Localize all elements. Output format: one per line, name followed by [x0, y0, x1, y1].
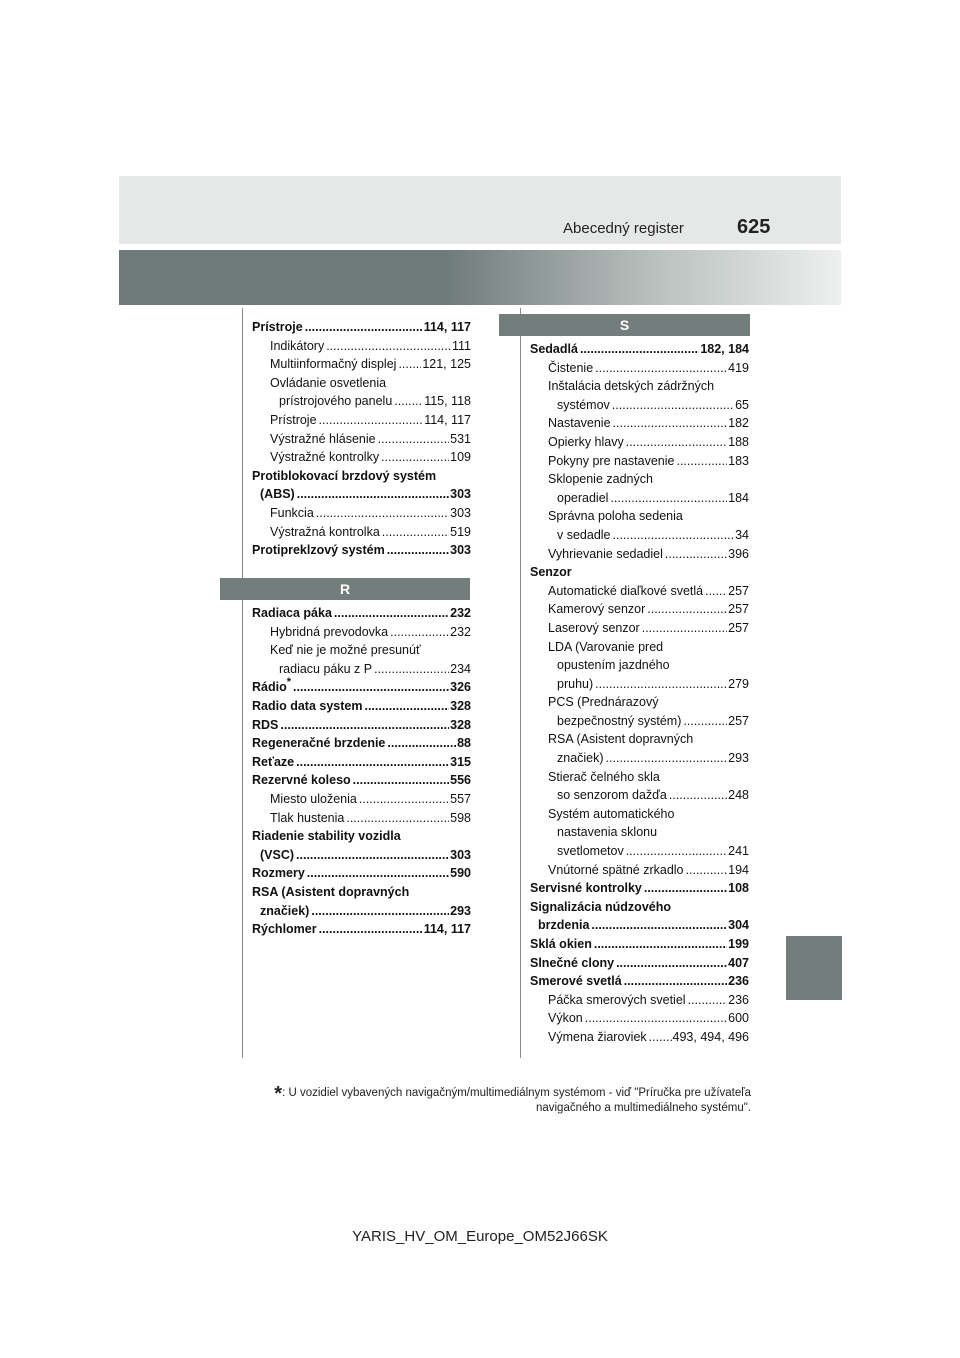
footnote-asterisk: *: [286, 676, 292, 689]
index-subentry-line: Inštalácia detských zádržných: [548, 379, 715, 394]
index-entry: Rádio* ..... 326: [252, 678, 471, 697]
index-subentry: Nastavenie ..... 182: [530, 414, 749, 433]
header-title: Abecedný register: [563, 220, 684, 237]
index-subentry: Páčka smerových svetiel ..... 236: [530, 991, 749, 1010]
document-code: YARIS_HV_OM_Europe_OM52J66SK: [352, 1228, 608, 1245]
index-subentry-line: Ovládanie osvetlenia: [270, 375, 387, 390]
section-header-r: R: [220, 578, 470, 600]
column-divider-right: [520, 308, 521, 1058]
index-subentry-line: Stierač čelného skla: [548, 769, 660, 784]
index-entry-line: Riadenie stability vozidla: [252, 829, 401, 844]
index-entry: Reťaze ..... 315: [252, 753, 471, 772]
index-subentry: Vyhrievanie sedadiel ..... 396: [530, 545, 749, 564]
index-entry: Servisné kontrolky ..... 108: [530, 879, 749, 898]
column-divider-left: [242, 308, 243, 1058]
index-subentry: radiacu páku z P ..... 234: [252, 660, 471, 679]
index-entry: Protipreklzový systém ..... 303: [252, 541, 471, 560]
index-entry-line: RSA (Asistent dopravných: [252, 884, 410, 899]
index-subentry: Multiinformačný displej ..... 121, 125: [252, 355, 471, 374]
index-subentry-line: nastavenia sklonu: [557, 825, 658, 840]
index-column-1: [252, 318, 471, 560]
index-subentry: Hybridná prevodovka ..... 232: [252, 623, 471, 642]
index-entry-line: Signalizácia núdzového: [530, 899, 671, 914]
footnote: [200, 1083, 751, 1115]
index-entry: Sklá okien ..... 199: [530, 935, 749, 954]
footnote-asterisk: *: [274, 1083, 283, 1105]
index-subentry: pruhu) ..... 279: [530, 675, 749, 694]
index-thumb-tab: [786, 936, 842, 1000]
index-entry: Rýchlomer ..... 114, 117: [252, 920, 471, 939]
index-subentry: Výmena žiaroviek ..... 493, 494, 496: [530, 1028, 749, 1047]
index-entry-line: Protiblokovací brzdový systém: [252, 468, 437, 483]
header-gradient-band: [119, 250, 841, 305]
index-subentry: Pokyny pre nastavenie ..... 183: [530, 452, 749, 471]
index-subentry-line: LDA (Varovanie pred: [548, 639, 664, 654]
index-subentry: bezpečnostný systém) ..... 257: [530, 712, 749, 731]
index-subentry-line: Keď nie je možné presunúť: [270, 643, 421, 658]
index-column-1-r: [252, 604, 471, 939]
index-subentry: svetlometov ..... 241: [530, 842, 749, 861]
index-subentry: Indikátory ..... 111: [252, 337, 471, 356]
section-header-s: S: [499, 314, 750, 336]
index-entry: značiek) ..... 293: [252, 902, 471, 921]
index-subentry: Kamerový senzor ..... 257: [530, 600, 749, 619]
index-subentry: v sedadle ..... 34: [530, 526, 749, 545]
index-entry: RDS ..... 328: [252, 716, 471, 735]
index-subentry-line: PCS (Prednárazový: [548, 695, 659, 710]
index-subentry-line: Sklopenie zadných: [548, 472, 653, 487]
index-subentry: Čistenie ..... 419: [530, 359, 749, 378]
index-entry: Radiaca páka ..... 232: [252, 604, 471, 623]
index-subentry-line: RSA (Asistent dopravných: [548, 732, 694, 747]
index-subentry: Automatické diaľkové svetlá ..... 257: [530, 582, 749, 601]
index-subentry: Výstražné hlásenie ..... 531: [252, 430, 471, 449]
index-subentry: Laserový senzor ..... 257: [530, 619, 749, 638]
footnote-line-1: *: U vozidiel vybavených navigačným/multimediálnym systémom - viď "Príručka pre užívateľa: [274, 1083, 751, 1105]
index-entry: Regeneračné brzdenie ..... 88: [252, 734, 471, 753]
index-entry: Slnečné clony ..... 407: [530, 954, 749, 973]
index-subentry-line: Systém automatického: [548, 806, 675, 821]
index-subentry-line: opustením jazdného: [557, 658, 670, 673]
page-number: 625: [737, 216, 771, 238]
index-column-2: [530, 340, 749, 1047]
index-entry: Rozmery ..... 590: [252, 864, 471, 883]
index-entry: Radio data system ..... 328: [252, 697, 471, 716]
index-subentry: Opierky hlavy ..... 188: [530, 433, 749, 452]
index-entry: (ABS) ..... 303: [252, 485, 471, 504]
index-subentry: Výkon ..... 600: [530, 1009, 749, 1028]
index-entry: Smerové svetlá ..... 236: [530, 972, 749, 991]
index-subentry: Tlak hustenia ..... 598: [252, 809, 471, 828]
header-bar: [119, 176, 841, 244]
index-entry: brzdenia ..... 304: [530, 916, 749, 935]
footnote-line-2: navigačného a multimediálneho systému".: [535, 1102, 751, 1114]
index-subentry: Vnútorné spätné zrkadlo ..... 194: [530, 861, 749, 880]
index-entry: (VSC) ..... 303: [252, 846, 471, 865]
index-entry-line: Senzor: [530, 565, 572, 580]
index-entry: Rezervné koleso ..... 556: [252, 771, 471, 790]
index-entry: Sedadlá ..... 182, 184: [530, 340, 749, 359]
index-entry: Prístroje ..... 114, 117: [252, 318, 471, 337]
index-subentry: operadiel ..... 184: [530, 489, 749, 508]
index-subentry: Výstražná kontrolka ..... 519: [252, 523, 471, 542]
index-subentry: Výstražné kontrolky ..... 109: [252, 448, 471, 467]
index-subentry: Miesto uloženia ..... 557: [252, 790, 471, 809]
index-subentry: prístrojového panelu ..... 115, 118: [252, 392, 471, 411]
index-subentry: značiek) ..... 293: [530, 749, 749, 768]
index-subentry: systémov ..... 65: [530, 396, 749, 415]
index-subentry: Prístroje ..... 114, 117: [252, 411, 471, 430]
index-subentry: Funkcia ..... 303: [252, 504, 471, 523]
index-subentry: so senzorom dažďa ..... 248: [530, 786, 749, 805]
index-subentry-line: Správna poloha sedenia: [548, 509, 683, 524]
